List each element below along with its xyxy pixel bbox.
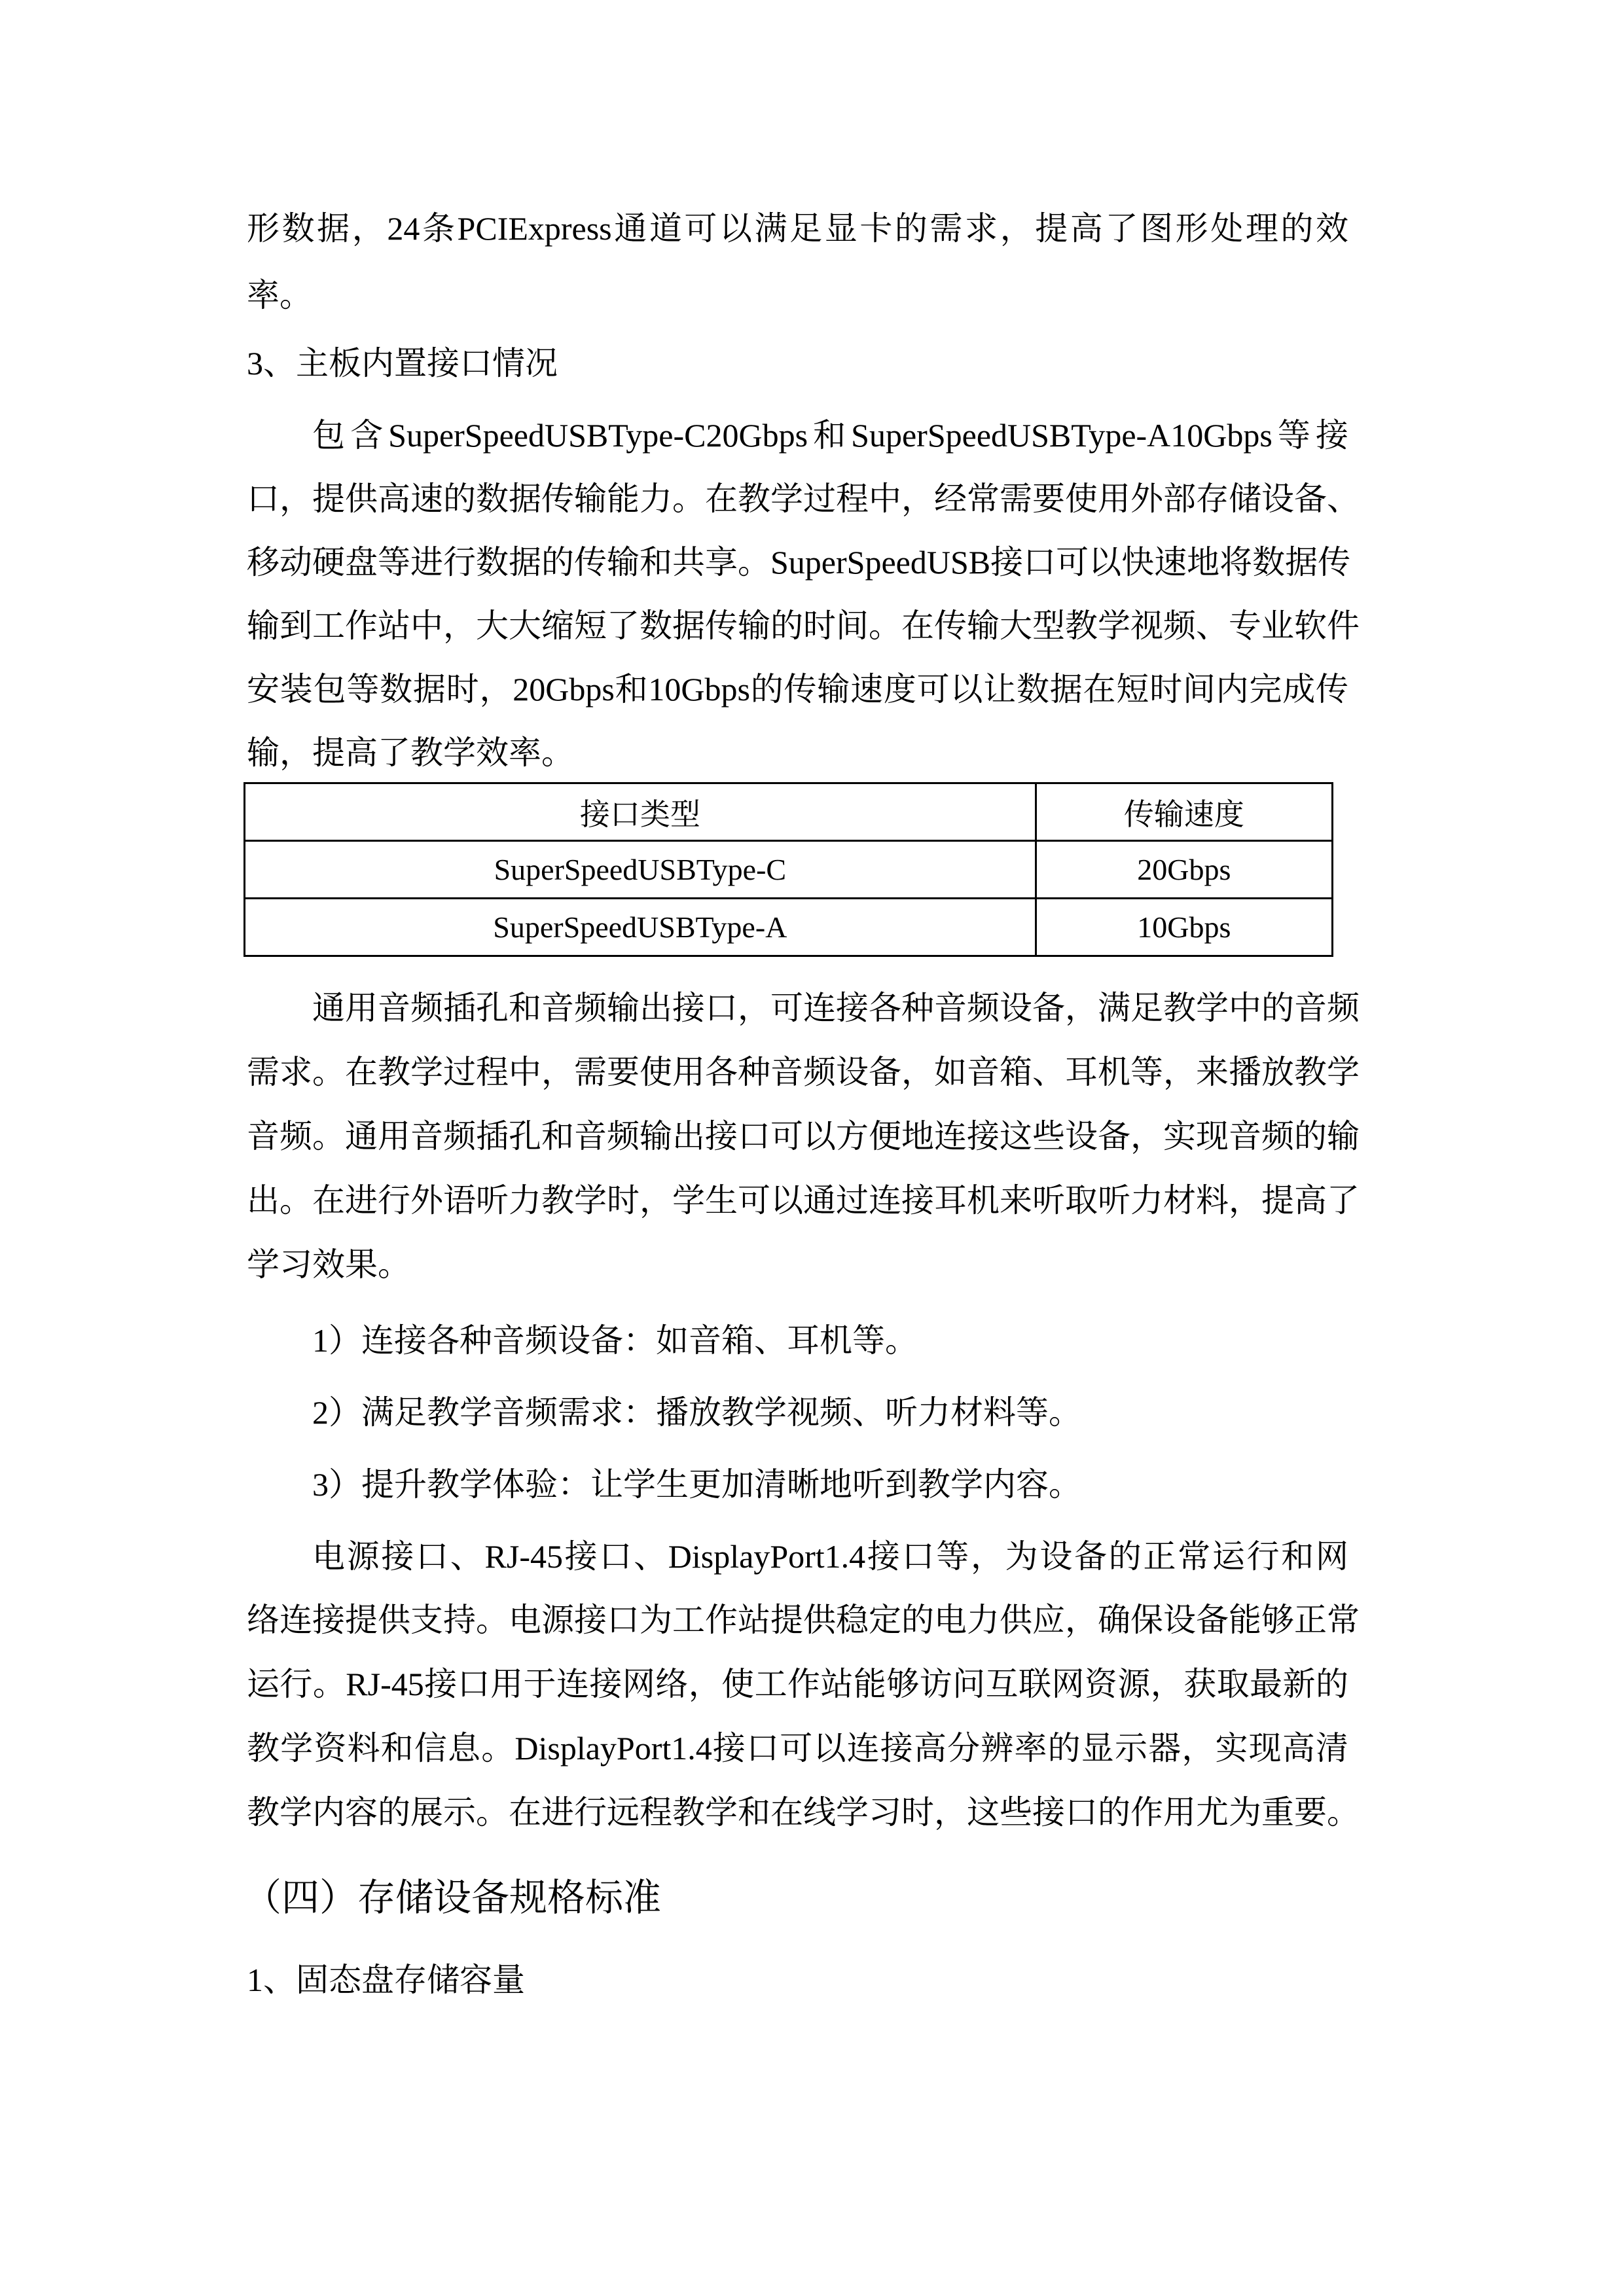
paragraph-line: 电源接口、RJ-45接口、DisplayPort1.4接口等，为设备的正常运行和网 — [312, 1538, 1348, 1575]
list-item: 1）连接各种音频设备：如音箱、耳机等。 — [312, 1322, 918, 1359]
table-header-interface-type: 接口类型 — [245, 783, 1036, 841]
paragraph-line: 包含SuperSpeedUSBType-C20Gbps和SuperSpeedUSBType-A10Gbps等接 — [312, 417, 1348, 454]
table-cell-interface: SuperSpeedUSBType-C — [245, 841, 1036, 899]
paragraph-line: 教学资料和信息。DisplayPort1.4接口可以连接高分辨率的显示器，实现高清 — [247, 1730, 1348, 1767]
interface-speed-table — [244, 782, 1333, 957]
section-subheading: 3、主板内置接口情况 — [247, 345, 558, 382]
table-cell-speed: 10Gbps — [1036, 899, 1332, 956]
paragraph-line: 需求。在教学过程中，需要使用各种音频设备，如音箱、耳机等，来播放教学 — [247, 1054, 1360, 1090]
table-header-row — [245, 783, 1333, 841]
table-row — [245, 899, 1333, 956]
table-cell-interface: SuperSpeedUSBType-A — [245, 899, 1036, 956]
paragraph-line: 教学内容的展示。在进行远程教学和在线学习时，这些接口的作用尤为重要。 — [247, 1794, 1360, 1831]
paragraph-line: 输，提高了教学效率。 — [247, 734, 574, 771]
section-subheading: 1、固态盘存储容量 — [247, 1962, 525, 1998]
paragraph-line: 安装包等数据时，20Gbps和10Gbps的传输速度可以让数据在短时间内完成传 — [247, 671, 1348, 708]
paragraph-line: 学习效果。 — [247, 1246, 410, 1283]
paragraph-line: 口，提供高速的数据传输能力。在教学过程中，经常需要使用外部存储设备、 — [247, 480, 1360, 517]
paragraph-line: 运行。RJ-45接口用于连接网络，使工作站能够访问互联网资源，获取最新的 — [247, 1666, 1348, 1702]
paragraph-line: 出。在进行外语听力教学时，学生可以通过连接耳机来听取听力材料，提高了 — [247, 1182, 1360, 1219]
paragraph-line: 络连接提供支持。电源接口为工作站提供稳定的电力供应，确保设备能够正常 — [247, 1602, 1360, 1638]
paragraph-line: 移动硬盘等进行数据的传输和共享。SuperSpeedUSB接口可以快速地将数据传 — [247, 544, 1351, 581]
paragraph-line: 率。 — [247, 277, 312, 314]
paragraph-line: 通用音频插孔和音频输出接口，可连接各种音频设备，满足教学中的音频 — [312, 990, 1360, 1026]
paragraph-line: 形数据，24条PCIExpress通道可以满足显卡的需求，提高了图形处理的效 — [247, 210, 1348, 247]
paragraph-line: 输到工作站中，大大缩短了数据传输的时间。在传输大型教学视频、专业软件 — [247, 607, 1360, 644]
table-cell-speed: 20Gbps — [1036, 841, 1332, 899]
list-item: 2）满足教学音频需求：播放教学视频、听力材料等。 — [312, 1394, 1081, 1431]
paragraph-line: 音频。通用音频插孔和音频输出接口可以方便地连接这些设备，实现音频的输 — [247, 1118, 1360, 1155]
table-row — [245, 841, 1333, 899]
list-item: 3）提升教学体验：让学生更加清晰地听到教学内容。 — [312, 1466, 1081, 1503]
section-heading: （四）存储设备规格标准 — [244, 1876, 662, 1919]
table-header-transfer-speed: 传输速度 — [1036, 783, 1332, 841]
